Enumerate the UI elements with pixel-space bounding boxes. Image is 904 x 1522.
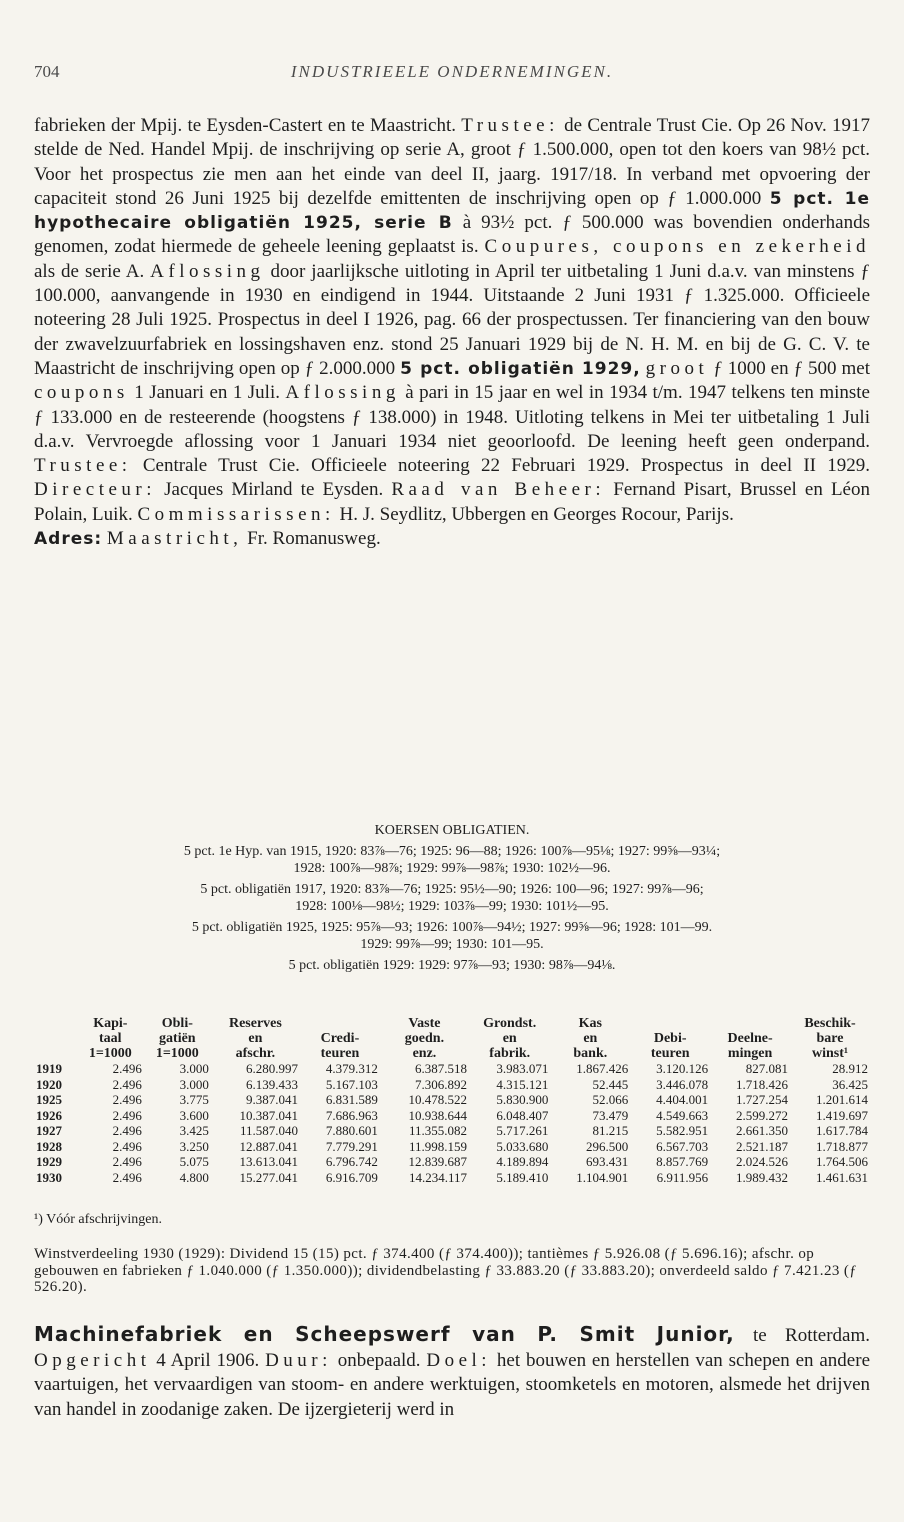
year-cell: 1928 <box>36 1138 62 1154</box>
text-run: Centrale Trust Cie. Officieele noteering 22 Februari 1929. Prospectus in deel II 1929. <box>131 455 870 477</box>
table-cell: 296.500 <box>586 1138 629 1154</box>
winstverdeeling: Winstverdeeling 1930 (1929): Dividend 15 (15) pct. ƒ 374.400 (ƒ 374.400)); tantièmes ƒ 5.926.08 (ƒ 5.696.16); afschr. op gebouwen en fabrieken ƒ 1.040.000 (ƒ 1.350.000)); dividendbelasting ƒ 33.883.20 (ƒ 33.883.20); onverdeeld saldo ƒ 7.421.23 (ƒ 526.20). <box>34 1246 858 1295</box>
table-cell: 14.234.117 <box>408 1169 468 1185</box>
table-cell: 3.000 <box>179 1076 209 1092</box>
bold-run: 5 pct. 1e hypothecaire obligatiën 1925, serie B <box>34 188 870 234</box>
page-header <box>34 62 870 88</box>
year-cell: 1919 <box>36 1061 62 1076</box>
table-cell: 7.306.892 <box>415 1076 468 1092</box>
column-header: Obli- gatiën 1=1000 <box>155 1016 199 1061</box>
table-cell: 1.764.506 <box>816 1154 868 1169</box>
table-cell: 3.000 <box>179 1061 209 1076</box>
koersen-item <box>34 957 870 974</box>
table-cell: 3.983.071 <box>496 1061 549 1076</box>
spaced-run: Trustee: <box>34 455 132 477</box>
table-cell: 6.796.742 <box>325 1154 378 1169</box>
table-cell: 1.104.901 <box>576 1169 629 1185</box>
column-header: Grondst. en fabrik. <box>483 1016 537 1061</box>
table-cell: 2.599.272 <box>736 1107 789 1123</box>
table-cell: 1.718.426 <box>736 1076 789 1092</box>
table-cell: 5.167.103 <box>325 1076 378 1092</box>
spaced-run: Trustee: <box>461 115 559 136</box>
table-cell: 52.445 <box>592 1076 629 1092</box>
year-cell: 1930 <box>36 1169 62 1185</box>
text-run: Fr. Romanusweg. <box>242 528 381 550</box>
koersen-section <box>34 822 870 974</box>
table-cell: 10.478.522 <box>408 1092 468 1107</box>
table-cell: 5.075 <box>179 1154 209 1169</box>
koersen-line: 5 pct. obligatiën 1925, 1925: 95⅞—93; 1926: 100⅞—94½; 1927: 99⅝—96; 1928: 101—99. <box>191 920 713 935</box>
text-run: te Rotterdam. <box>734 1325 870 1346</box>
table-cell: 2.661.350 <box>736 1123 789 1138</box>
spaced-run: Aflossing <box>285 382 400 404</box>
text-run: ƒ 1000 en ƒ 500 met <box>708 357 870 379</box>
table-cell: 827.081 <box>745 1061 789 1076</box>
table-cell: 6.911.956 <box>656 1169 709 1185</box>
financial-table-body <box>34 1061 870 1185</box>
bold-run: Machinefabriek en Scheepswerf van P. Smit Junior, <box>34 1322 735 1346</box>
table-row <box>34 1123 870 1139</box>
column-header: Credi- teuren <box>320 1031 360 1061</box>
table-cell: 7.779.291 <box>325 1138 378 1154</box>
table-cell: 1.718.877 <box>816 1138 868 1154</box>
table-cell: 3.425 <box>179 1123 209 1138</box>
spaced-run: Commissarissen: <box>137 503 335 525</box>
text-run: 1 Januari en 1 Juli. <box>128 382 286 404</box>
table-cell: 7.880.601 <box>325 1123 378 1138</box>
financial-table <box>34 1016 870 1185</box>
column-header: Beschik- bare winst¹ <box>804 1016 856 1061</box>
table-cell: 5.033.680 <box>496 1138 549 1154</box>
page-number: 704 <box>34 62 60 81</box>
year-cell: 1927 <box>36 1123 62 1138</box>
spaced-run: Raad van Beheer: <box>391 479 606 501</box>
table-cell: 2.496 <box>112 1123 142 1138</box>
text-run: à 93½ pct. ƒ 500.000 was bovendien onderhands genomen, zodat hiermede de geheele leening geplaatst is. <box>34 212 870 258</box>
company-entry <box>34 1322 870 1422</box>
table-cell: 1.727.254 <box>736 1092 789 1107</box>
column-header: Reserves en afschr. <box>228 1016 282 1061</box>
table-cell: 3.775 <box>179 1092 209 1107</box>
table-cell: 13.613.041 <box>239 1154 298 1169</box>
koersen-line: 5 pct. obligatiën 1917, 1920: 83⅞—76; 1925: 95½—90; 1926: 100—96; 1927: 99⅞—96; <box>200 882 704 897</box>
year-cell: 1925 <box>36 1092 62 1107</box>
running-title: INDUSTRIEELE ONDERNEMINGEN. <box>290 62 614 81</box>
spaced-run: Maastricht, <box>106 528 243 550</box>
table-cell: 2.496 <box>112 1107 142 1123</box>
table-cell: 6.916.709 <box>325 1169 378 1185</box>
text-run: de Centrale Trust Cie. Op 26 Nov. 1917 stelde de Ned. Handel Mpij. de inschrijving op serie A, groot ƒ 1.500.000, open tot den koers van 98½ pct. Voor het prospectus zie men aan het einde van deel II, jaarg. 1917/18. In verband met opvoering der capaciteit stond 26 Juni 1925 bij dezelfde emittenten de inschrijving open op ƒ 1.000.000 <box>34 115 870 209</box>
body-text <box>34 114 870 551</box>
table-row <box>34 1061 870 1077</box>
table-cell: 1.419.697 <box>816 1107 868 1123</box>
table-row <box>34 1092 870 1108</box>
header-row <box>34 1016 870 1061</box>
table-cell: 10.387.041 <box>239 1107 298 1123</box>
table-cell: 15.277.041 <box>239 1169 298 1185</box>
koersen-item <box>34 843 870 877</box>
koersen-line: 1929: 99⅞—99; 1930: 101—95. <box>360 937 544 952</box>
spaced-run: Aflossing <box>150 260 265 282</box>
bold-run: 5 pct. obligatiën 1929, <box>400 358 641 379</box>
table-cell: 4.404.001 <box>656 1092 709 1107</box>
table-cell: 2.496 <box>112 1061 142 1076</box>
table-cell: 2.496 <box>112 1076 142 1092</box>
table-cell: 11.998.159 <box>408 1138 468 1154</box>
table-cell: 1.617.784 <box>816 1123 868 1138</box>
table-cell: 81.215 <box>592 1123 629 1138</box>
table-cell: 3.250 <box>179 1138 209 1154</box>
address-line <box>34 527 870 551</box>
spaced-run: coupons <box>34 382 129 404</box>
table-cell: 1.989.432 <box>736 1169 789 1185</box>
table-row <box>34 1139 870 1155</box>
year-cell: 1926 <box>36 1107 62 1123</box>
text-run: à pari in 15 jaar en wel in 1934 t/m. 1947 telkens ten minste ƒ 133.000 en de resteerende (hoogstens ƒ 138.000) in 1948. Uitloting telkens in Mei ter uitbetaling 1 Juli d.a.v. Vervroegde aflossing voor 1 Januari 1934 niet geoorloofd. De leening heeft geen onderpand. <box>34 382 870 452</box>
table-cell: 28.912 <box>832 1061 868 1076</box>
table-cell: 5.717.261 <box>496 1123 549 1138</box>
table-cell: 6.280.997 <box>245 1061 298 1076</box>
table-cell: 1.867.426 <box>576 1061 629 1076</box>
text-run: Fernand Pisart, Brussel en Léon Polain, Luik. <box>34 479 870 525</box>
financial-table-header <box>34 1016 870 1061</box>
spaced-run: Doel: <box>426 1349 492 1371</box>
table-cell: 2.521.187 <box>736 1138 789 1154</box>
spaced-run: groot <box>645 357 709 379</box>
table-cell: 2.496 <box>112 1138 142 1154</box>
table-cell: 11.355.082 <box>408 1123 468 1138</box>
table-row <box>34 1077 870 1093</box>
koersen-line: 5 pct. 1e Hyp. van 1915, 1920: 83⅞—76; 1925: 96—88; 1926: 100⅞—95⅛; 1927: 99⅝—93¼; <box>183 844 721 859</box>
table-cell: 3.120.126 <box>656 1061 709 1076</box>
table-cell: 3.600 <box>179 1107 209 1123</box>
koersen-item <box>34 919 870 953</box>
table-cell: 4.549.663 <box>656 1107 709 1123</box>
year-cell: 1920 <box>36 1076 62 1092</box>
text-run: onbepaald. <box>331 1349 427 1371</box>
table-cell: 12.839.687 <box>408 1154 468 1169</box>
table-row <box>34 1170 870 1186</box>
table-cell: 4.189.894 <box>496 1154 549 1169</box>
column-header: Debi- teuren <box>650 1031 690 1061</box>
koersen-line: 1928: 100⅛—98½; 1929: 103⅞—99; 1930: 101½—95. <box>295 899 609 914</box>
table-cell: 36.425 <box>832 1076 868 1092</box>
column-header: Deelne- mingen <box>727 1031 773 1061</box>
table-cell: 6.831.589 <box>325 1092 378 1107</box>
table-cell: 2.024.526 <box>736 1154 789 1169</box>
table-cell: 2.496 <box>112 1092 142 1107</box>
table-cell: 4.379.312 <box>325 1061 378 1076</box>
table-cell: 73.479 <box>592 1107 629 1123</box>
table-cell: 4.800 <box>179 1169 209 1185</box>
table-cell: 8.857.769 <box>656 1154 709 1169</box>
table-cell: 1.201.614 <box>816 1092 868 1107</box>
koersen-item <box>34 881 870 915</box>
table-row <box>34 1108 870 1124</box>
table-cell: 9.387.041 <box>245 1092 298 1107</box>
table-cell: 6.567.703 <box>656 1138 709 1154</box>
year-cell: 1929 <box>36 1154 62 1169</box>
text-run: 4 April 1906. <box>150 1349 266 1371</box>
paragraph-bonds <box>34 114 870 527</box>
spaced-run: Opgericht <box>34 1349 151 1371</box>
table-cell: 4.315.121 <box>496 1076 549 1092</box>
column-header: Vaste goedn. enz. <box>404 1016 445 1061</box>
table-cell: 5.830.900 <box>496 1092 549 1107</box>
table-row <box>34 1154 870 1170</box>
spaced-run: Coupures, coupons en zekerheid <box>484 236 870 258</box>
table-cell: 11.587.040 <box>239 1123 298 1138</box>
text-run: fabrieken der Mpij. te Eysden-Castert en te Maastricht. <box>34 115 462 136</box>
table-footnote: ¹) Vóór afschrijvingen. <box>34 1212 162 1227</box>
table-cell: 7.686.963 <box>325 1107 378 1123</box>
column-header: Kas en bank. <box>573 1016 608 1061</box>
table-cell: 6.387.518 <box>415 1061 468 1076</box>
table-cell: 1.461.631 <box>816 1169 868 1185</box>
spaced-run: Duur: <box>265 1349 332 1371</box>
column-header <box>34 1016 77 1061</box>
table-cell: 6.139.433 <box>245 1076 298 1092</box>
table-cell: 6.048.407 <box>496 1107 549 1123</box>
table-cell: 12.887.041 <box>239 1138 298 1154</box>
table-cell: 2.496 <box>112 1169 142 1185</box>
koersen-line: 1928: 100⅞—98⅞; 1929: 99⅞—98⅞; 1930: 102½—96. <box>293 861 611 876</box>
text-run: H. J. Seydlitz, Ubbergen en Georges Rocour, Parijs. <box>334 503 734 525</box>
table-cell: 693.431 <box>586 1154 629 1169</box>
koersen-list <box>34 843 870 974</box>
table-cell: 10.938.644 <box>408 1107 468 1123</box>
column-header: Kapi- taal 1=1000 <box>88 1016 132 1061</box>
table-cell: 5.582.951 <box>656 1123 709 1138</box>
table-cell: 3.446.078 <box>656 1076 709 1092</box>
text-run: door jaarlijksche uitloting in April ter uitbetaling 1 Juni d.a.v. van minstens ƒ 100.000, aanvangende in 1930 en eindigend in 1944. Uitstaande 2 Juni 1931 ƒ 1.325.000. Officieele noteering 28 Juli 1925. Prospectus in deel I 1926, pag. 66 der prospectussen. Ter financiering van den bouw der zwavelzuurfabriek en lossingshaven enz. stond 25 Januari 1929 bij de N. H. M. en bij de G. C. V. te Maastricht de inschrijving open op ƒ 2.000.000 <box>34 260 871 379</box>
text-run: Jacques Mirland te Eysden. <box>156 479 392 501</box>
koersen-line: 5 pct. obligatiën 1929: 1929: 97⅞—93; 1930: 98⅞—94⅛. <box>288 958 616 973</box>
spaced-run: Directeur: <box>34 479 157 501</box>
bold-run: Adres: <box>34 529 103 550</box>
table-cell: 52.066 <box>592 1092 629 1107</box>
text-run: het bouwen en herstellen van schepen en andere vaartuigen, het vervaardigen van stoom- en andere werktuigen, stoomketels en motoren, alsmede het drijven van handel in zoodanige zaken. De ijzergieterij werd in <box>34 1349 870 1420</box>
koersen-title: KOERSEN OBLIGATIEN. <box>374 823 530 838</box>
table-cell: 2.496 <box>112 1154 142 1169</box>
text-run: als de serie A. <box>34 260 151 282</box>
table-cell: 5.189.410 <box>496 1169 549 1185</box>
